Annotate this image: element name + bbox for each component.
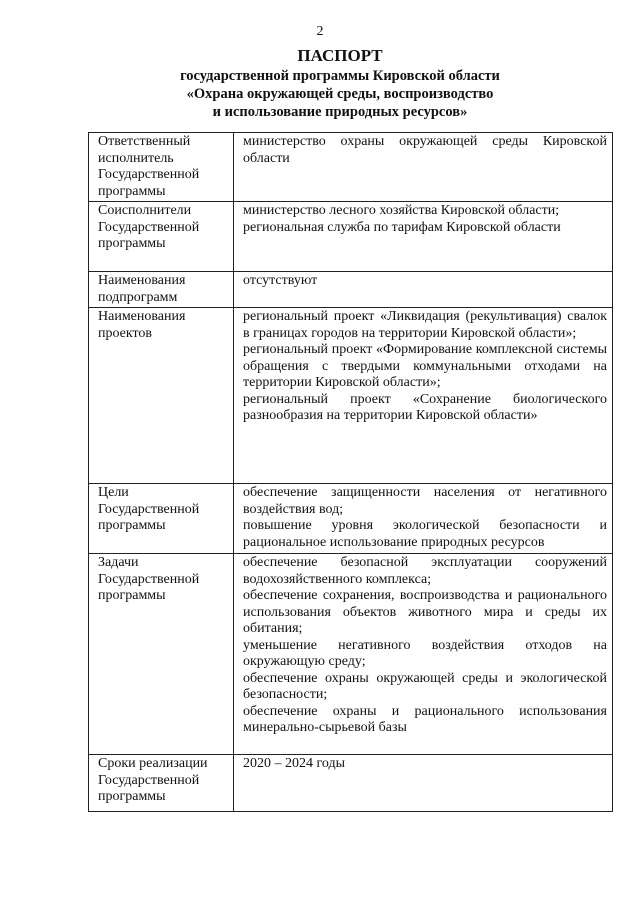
row-label: Сроки реализации Государственной программы [89, 755, 234, 812]
page-number: 2 [316, 24, 324, 39]
value-line: обеспечение охраны и рационального использования минерально-сырьевой базы [243, 703, 607, 735]
heading-line-2: «Охрана окружающей среды, воспроизводство [186, 86, 494, 102]
value-line: региональный проект «Ликвидация (рекультивация) свалок в границах городов на территории Кировской области»; [243, 309, 607, 341]
table-row [89, 308, 613, 484]
row-value [234, 484, 613, 554]
table-row [89, 272, 613, 308]
row-value [234, 133, 613, 202]
value-line: обеспечение безопасной эксплуатации сооружений водохозяйственного комплекса; [243, 555, 607, 587]
row-value [234, 202, 613, 272]
value-line: обеспечение защищенности населения от негативного воздействия вод; [243, 485, 607, 517]
table-row [89, 755, 613, 812]
row-value [234, 554, 613, 755]
value-line: региональная служба по тарифам Кировской области [243, 219, 561, 235]
value-line: обеспечение сохранения, воспроизводства и рационального использования объектов животного мира и среды их обитания; [243, 588, 607, 636]
row-label: Наименования проектов [89, 308, 234, 484]
value-line: региональный проект «Формирование комплексной системы обращения с твердыми коммунальными отходами на территории Кировской области»; [243, 342, 607, 390]
value-line: обеспечение охраны окружающей среды и экологической безопасности; [243, 670, 607, 702]
passport-table [88, 132, 613, 812]
row-label: Задачи Государственной программы [89, 554, 234, 755]
value-line: региональный проект «Сохранение биологического разнообразия на территории Кировской области» [243, 391, 607, 423]
heading-title: ПАСПОРТ [297, 46, 383, 65]
heading-line-1: государственной программы Кировской области [180, 68, 500, 84]
table-row [89, 484, 613, 554]
heading-line-3: и использование природных ресурсов» [212, 104, 468, 120]
value-line: министерство лесного хозяйства Кировской области; [243, 203, 560, 218]
row-label: Цели Государственной программы [89, 484, 234, 554]
row-value [234, 272, 613, 308]
value-line: министерство охраны окружающей среды Кировской области [243, 134, 607, 166]
row-label: Ответственный исполнитель Государственной программы [89, 133, 234, 202]
table-row [89, 202, 613, 272]
row-label: Соисполнители Государственной программы [89, 202, 234, 272]
value-line: отсутствуют [243, 273, 318, 288]
table-row [89, 133, 613, 202]
value-line: 2020 – 2024 годы [243, 756, 346, 771]
table-row [89, 554, 613, 755]
row-value [234, 308, 613, 484]
value-line: повышение уровня экологической безопасности и рациональное использование природных ресурсов [243, 518, 607, 550]
document-heading [60, 46, 620, 121]
row-label: Наименования подпрограмм [89, 272, 234, 308]
value-line: уменьшение негативного воздействия отходов на окружающую среду; [243, 637, 607, 669]
row-value [234, 755, 613, 812]
